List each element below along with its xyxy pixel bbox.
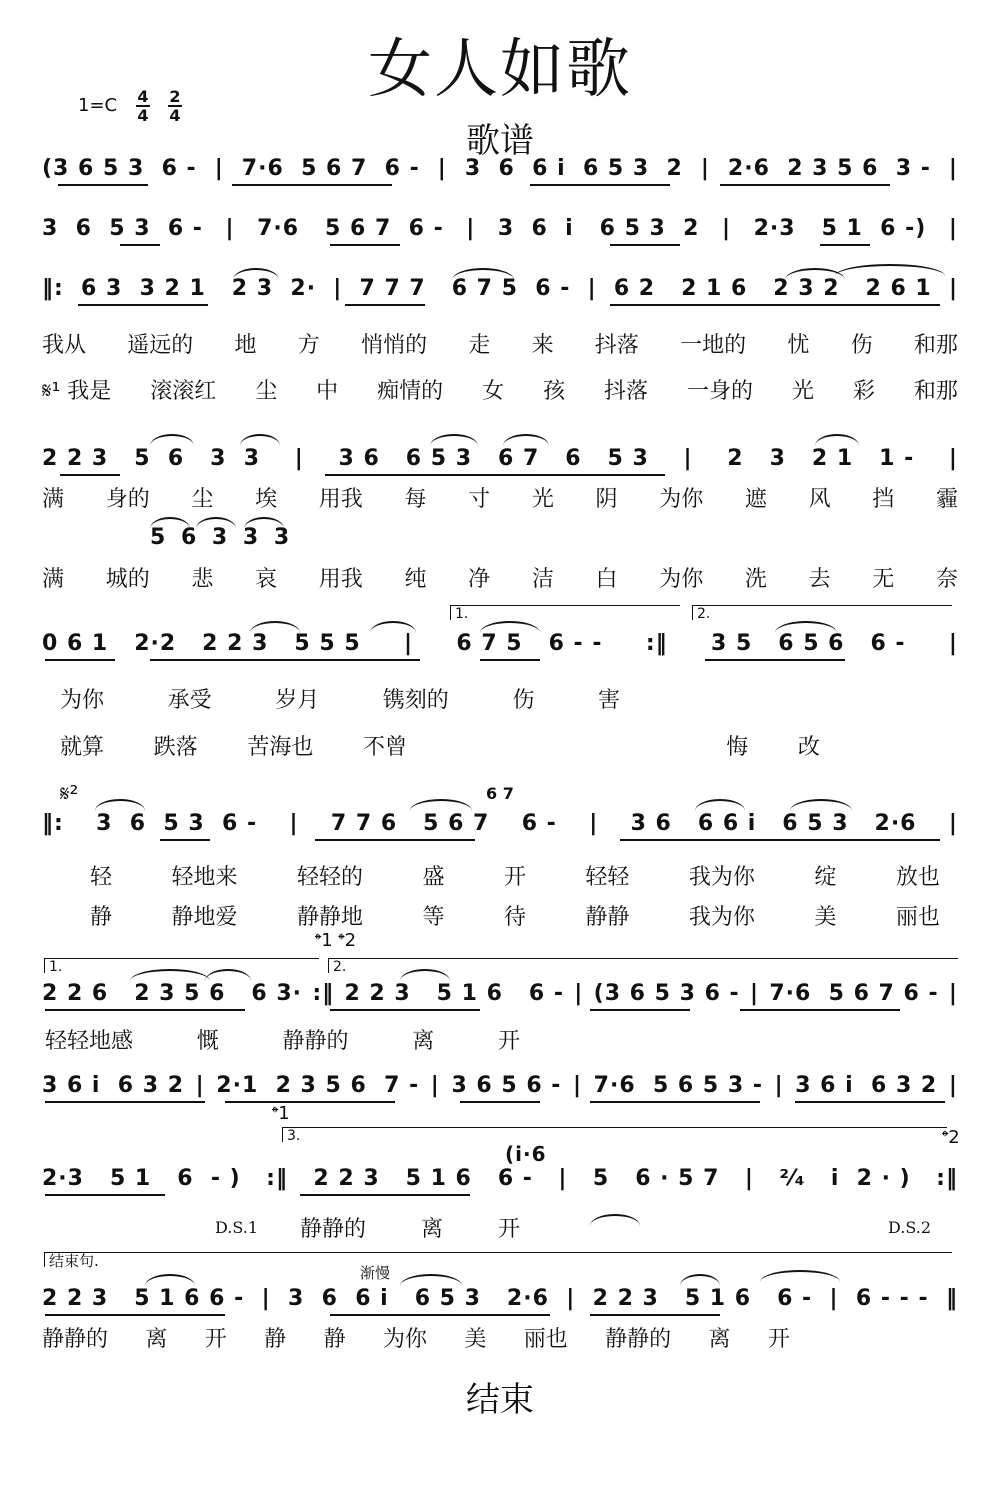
repeat-start: ‖: [42,276,64,301]
lyrics-line-10: 静静的 离 开 静 静 为你 美 丽也 静静的 离 开 [42,1327,790,1352]
song-title: 女人如歌 [368,33,632,107]
barline: | [948,1073,958,1098]
beam-underline [315,839,475,841]
barline: | [225,216,235,241]
measure: 6 2 2 1 6 2 3 2 2 6 1 [613,276,932,301]
music-line-8 [0,1067,1000,1107]
beam-underline [225,1101,395,1103]
coda-1-marker: 𝄌1 [272,1103,290,1124]
slur [410,799,472,811]
measure: 7 7 6 5 6 7 [330,811,490,836]
barline: | [261,1286,271,1311]
barline: | [403,631,414,656]
lyrics-line-6-verse-2: 静 静地爱 静静地 等 待 静静 我为你 美 丽也 [90,905,940,930]
measure: 3 6 i 6 3 2 [42,1073,185,1098]
music-line-10 [0,1280,1000,1320]
measure: 3 6 5 3 6 - [96,811,258,836]
slur [244,517,284,529]
slur [400,1274,462,1286]
barline: | [214,156,224,181]
slur [250,621,300,633]
barline: | [466,216,476,241]
repeat-end: :‖ [645,631,668,656]
time-signature-4-4: 4 4 [137,87,149,125]
volta-1: 1. [450,605,680,620]
measure: 5 6 · 5 7 [592,1166,720,1191]
measure: 6 7 5 6 - - [456,631,603,656]
alternate-notes: 5 6 3 3 3 [150,525,294,550]
ds1-marker: D.S.1 [215,1218,258,1237]
barline: | [574,981,584,1006]
measure: 2·3 5 1 6 - ) [42,1166,241,1191]
slur [775,621,837,633]
measure: 2·6 2 3 5 6 3 - [727,156,931,181]
measure: 6 3 3 2 1 2 3 2· [81,276,317,301]
barline: | [589,811,599,836]
beam-underline [78,304,208,306]
measure: 7·6 5 6 7 6 - [769,981,939,1006]
slur [590,1214,640,1226]
slur [503,434,549,446]
beam-underline [720,184,890,186]
barline: | [430,1073,440,1098]
lyrics-verse-1: 我从 遥远的 地 方 悄悄的 走 来 抖落 一地的 忧 伤 和那 [42,333,958,358]
music-line-4 [0,440,1000,480]
beam-underline [480,659,540,661]
slur [145,1274,195,1286]
slur [95,799,145,811]
barline: | [948,631,958,656]
slur [430,434,478,446]
upper-notes: (i·6 [505,1142,547,1166]
measure: 3 5 6 5 6 6 - [710,631,906,656]
barline: | [948,276,958,301]
barline: | [948,446,958,471]
key-signature: 1=C [78,95,118,116]
beam-underline [232,184,392,186]
beam-underline [740,1009,900,1011]
music-line-1 [0,150,1000,190]
barline: | [195,1073,205,1098]
barline: | [829,1286,839,1311]
slur [790,799,852,811]
beam-underline [45,1101,205,1103]
beam-underline [610,304,940,306]
lyrics-line-5-verse-1: 为你 承受 岁月 镌刻的 伤 害 [60,688,620,713]
measure: 6 - [521,811,557,836]
barline: | [948,981,958,1006]
coda-2-marker: 𝄌2 [942,1127,960,1148]
beam-underline [60,474,120,476]
measure: (3 6 5 3 6 - [593,981,740,1006]
beam-underline [530,184,670,186]
slur [760,1270,840,1282]
slur [480,621,540,633]
slur [835,264,945,276]
barline: | [948,156,958,181]
slur [815,434,859,446]
beam-underline [45,1009,245,1011]
measure: 7·6 5 6 7 6 - [241,156,420,181]
measure: 3 6 i 6 5 3 2 [497,216,700,241]
beam-underline [795,1101,945,1103]
slur [680,1274,720,1286]
measure: 2 2 6 2 3 5 6 6 3· [42,981,303,1006]
measure: 7·6 5 6 5 3 - [593,1073,763,1098]
ritardando-marking: 渐慢 [360,1264,391,1282]
measure: 2 2 3 5 1 6 6 - [42,1286,245,1311]
beam-underline [705,659,845,661]
beam-underline [160,839,210,841]
beam-underline [45,1194,165,1196]
measure: 2 2 3 5 1 6 6 - [344,981,564,1006]
music-line-9 [0,1160,1000,1200]
barline: | [722,216,732,241]
slur [240,434,280,446]
music-line-7 [0,975,1000,1015]
measure: 3 6 i 6 3 2 [795,1073,938,1098]
measure: 2 3 2 1 1 - [727,446,915,471]
measure: 3 6 5 3 6 - [42,216,203,241]
lyrics-line-7: 轻轻地感 慨 静静的 离 开 [45,1029,520,1054]
barline: | [333,276,343,301]
barline: | [573,1073,583,1098]
measure: 3 6 5 6 - [451,1073,562,1098]
score-subtitle: 歌谱 [466,121,534,161]
barline: | [744,1166,754,1191]
barline: | [948,216,958,241]
measure: 3 6 6 i 6 5 3 2 [464,156,683,181]
volta-1: 1. [44,958,319,973]
slur [370,621,416,633]
lyrics-verse-2: 𝄋¹ 我是 滚滚红 尘 中 痴情的 女 孩 抖落 一身的 光 彩 和那 [42,379,958,404]
beam-underline [325,474,665,476]
barline: | [566,1286,576,1311]
beam-underline [345,304,425,306]
beam-underline [300,1194,470,1196]
measure: 2 2 3 5 6 3 3 [42,446,261,471]
repeat-end: :‖ [312,981,335,1006]
measure: 3 6 6 i 6 5 3 2·6 [287,1286,549,1311]
coda-markers: 𝄌1 𝄌2 [315,930,357,951]
beam-underline [460,1101,540,1103]
barline: | [294,446,304,471]
music-line-2 [0,210,1000,250]
barline: | [587,276,597,301]
slur [233,268,279,280]
measure: 7·6 5 6 7 6 - [257,216,444,241]
barline: | [948,811,958,836]
beam-underline [45,659,115,661]
barline: | [683,446,693,471]
beam-underline [620,839,940,841]
beam-underline [120,244,160,246]
barline: | [437,156,447,181]
beam-underline [330,1314,550,1316]
slur [196,517,236,529]
beam-underline [58,184,148,186]
segno-2: 𝄋² [60,782,79,807]
slur [452,268,514,280]
measure: 3 6 6 6 i 6 5 3 2·6 [630,811,917,836]
barline: | [700,156,710,181]
slur [150,517,190,529]
measure: 7 7 7 6 7 5 6 - [359,276,571,301]
measure: 2 2 3 5 1 6 6 - [313,1166,533,1191]
measure: 2 2 3 5 1 6 6 - [592,1286,813,1311]
lyrics-line-9: 静静的 离 开 [300,1217,520,1242]
measure: 2·3 5 1 6 -) [753,216,927,241]
grace-notes: 6 7 [486,784,514,803]
ending-phrase-bracket: 结束句. [44,1252,952,1267]
volta-2: 2. [692,605,952,620]
repeat-start: ‖: [42,811,64,836]
barline: | [749,981,760,1006]
ds2-marker: D.S.2 [888,1218,931,1237]
music-line-6 [0,805,1000,845]
measure: 3 6 6 5 3 6 7 6 5 3 [338,446,649,471]
beam-underline [590,1314,720,1316]
time-signature-2-4: 2 4 [169,87,181,125]
lyrics-line-6-verse-1: 轻 轻地来 轻轻的 盛 开 轻轻 我为你 绽 放也 [90,865,940,890]
barline: | [558,1166,568,1191]
time-signature-change: ²⁄₄ [779,1166,806,1191]
measure: i 2 · ) [830,1166,911,1191]
barline: | [289,811,299,836]
ending-label: 结束 [466,1380,534,1420]
volta-2: 2. [328,958,958,973]
slur [150,434,194,446]
barline: | [774,1073,784,1098]
repeat-end: :‖ [266,1166,288,1191]
measure: (3 6 5 3 6 - [42,156,197,181]
measure: 0 6 1 2·2 2 2 3 5 5 5 [42,631,361,656]
lyrics-line-4-verse-2: 满 城的 悲 哀 用我 纯 净 洁 白 为你 洗 去 无 奈 [42,567,958,592]
lyrics-line-5-verse-2: 就算 跌落 苦海也 不曾 悔 改 [60,735,820,760]
beam-underline [590,1101,760,1103]
beam-underline [590,1009,690,1011]
music-line-3 [0,270,1000,310]
beam-underline [820,244,870,246]
beam-underline [610,244,680,246]
lyrics-line-4-verse-1: 满 身的 尘 埃 用我 每 寸 光 阴 为你 遮 风 挡 霾 [42,487,958,512]
final-barline: ‖ [945,1286,958,1311]
beam-underline [45,1314,225,1316]
beam-underline [330,244,400,246]
measure: 2·1 2 3 5 6 7 - [216,1073,420,1098]
volta-3: 3. [282,1127,947,1142]
beam-underline [330,1009,480,1011]
measure: 6 - - - [855,1286,929,1311]
music-line-5 [0,625,1000,665]
beam-underline [150,659,420,661]
repeat-end: :‖ [936,1166,958,1191]
slur [695,799,745,811]
